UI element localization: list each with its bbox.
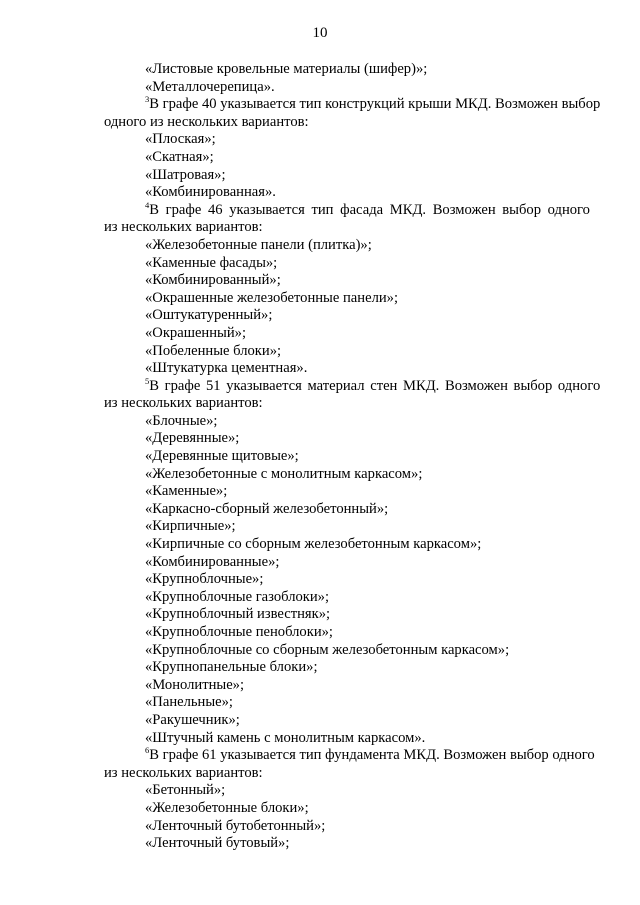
list-item: «Каменные»; — [145, 483, 228, 500]
list-item: «Каменные фасады»; — [145, 254, 278, 271]
footnote-4-marker: 4 — [145, 199, 150, 210]
footnote-3-marker: 3 — [145, 94, 150, 105]
list-item: «Окрашенный»; — [145, 324, 247, 341]
footnote-5-marker: 5 — [145, 375, 150, 386]
list-item: «Комбинированные»; — [145, 553, 280, 570]
list-item: «Оштукатуренный»; — [145, 307, 273, 324]
list-item: «Листовые кровельные материалы (шифер)»; — [145, 61, 428, 77]
list-item: «Блочные»; — [145, 412, 218, 429]
list-item: «Монолитные»; — [145, 676, 245, 693]
footnote-6-text — [104, 747, 616, 765]
list-item: «Плоская»; — [145, 131, 216, 148]
list-item: «Деревянные»; — [145, 430, 240, 447]
footnote-6-line2: из нескольких вариантов: — [104, 764, 263, 781]
list-item: «Ленточный бутобетонный»; — [145, 817, 326, 834]
list-item: «Железобетонные блоки»; — [145, 799, 309, 816]
page-content — [104, 61, 616, 853]
footnote-4-text — [104, 199, 616, 220]
list-item: «Шатровая»; — [145, 166, 226, 183]
footnote-5-text — [104, 375, 616, 396]
footnote-4-line1: В графе 46 указывается тип фасада МКД. Возможен выбор одного — [149, 201, 590, 218]
list-item: «Крупнопанельные блоки»; — [145, 659, 318, 676]
footnote-5-line1: В графе 51 указывается материал стен МКД. Возможен выбор одного — [149, 377, 601, 394]
list-item: «Каркасно-сборный железобетонный»; — [145, 500, 389, 517]
list-item: «Штукатурка цементная». — [145, 360, 308, 377]
footnote-6-marker: 6 — [145, 745, 150, 756]
list-item: «Панельные»; — [145, 694, 233, 711]
list-item: «Крупноблочный известняк»; — [145, 606, 331, 623]
list-item: «Железобетонные панели (плитка)»; — [145, 236, 372, 253]
list-item: «Комбинированный»; — [145, 272, 281, 289]
list-item: «Деревянные щитовые»; — [145, 448, 299, 465]
footnote-6-line1: В графе 61 указывается тип фундамента МКД. Возможен выбор одного — [149, 747, 595, 764]
page-number: 10 — [312, 25, 328, 41]
footnote-3-line1: В графе 40 указывается тип конструкций крыши МКД. Возможен выбор — [149, 96, 601, 113]
list-item: «Крупноблочные со сборным железобетонным каркасом»; — [145, 641, 510, 658]
footnote-3-text — [104, 96, 616, 114]
list-item: «Ленточный бутовый»; — [145, 835, 290, 852]
footnote-3-line2: одного из нескольких вариантов: — [104, 113, 309, 130]
list-item: «Штучный камень с монолитным каркасом». — [145, 729, 426, 746]
list-item: «Комбинированная». — [145, 184, 276, 201]
list-item: «Железобетонные с монолитным каркасом»; — [145, 465, 423, 482]
list-item: «Крупноблочные пеноблоки»; — [145, 624, 333, 640]
list-item: «Кирпичные»; — [145, 518, 236, 535]
list-item: «Бетонный»; — [145, 782, 226, 799]
list-item: «Кирпичные со сборным железобетонным каркасом»; — [145, 536, 482, 553]
list-item: «Скатная»; — [145, 148, 214, 165]
list-item: «Крупноблочные газоблоки»; — [145, 588, 330, 605]
list-item: «Металлочерепица». — [145, 78, 275, 95]
footnote-4-line2: из нескольких вариантов: — [104, 219, 263, 236]
footnote-5-line2: из нескольких вариантов: — [104, 395, 263, 412]
list-item: «Окрашенные железобетонные панели»; — [145, 289, 399, 306]
list-item: «Побеленные блоки»; — [145, 342, 282, 359]
list-item: «Крупноблочные»; — [145, 571, 264, 588]
list-item: «Ракушечник»; — [145, 711, 240, 728]
